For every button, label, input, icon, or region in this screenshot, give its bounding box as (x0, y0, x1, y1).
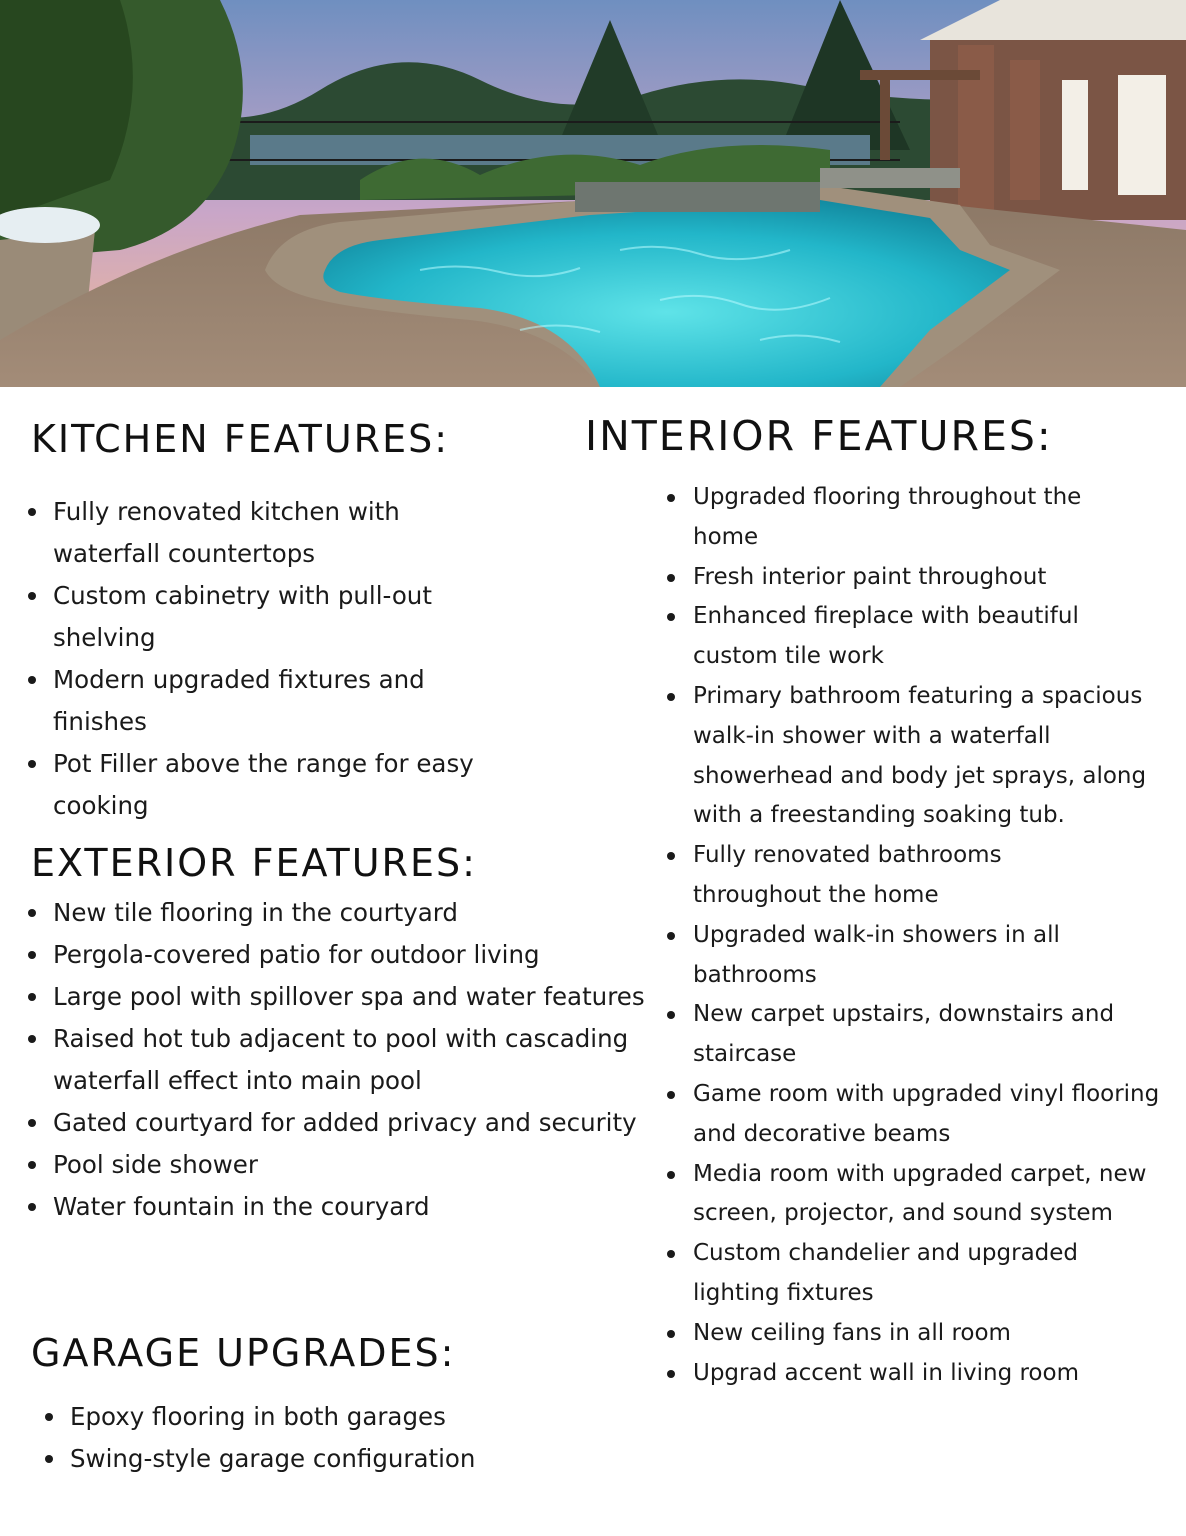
list-item: Media room with upgraded carpet, new screen, projector, and sound system (664, 1155, 1153, 1235)
list-item: Large pool with spillover spa and water features (25, 976, 653, 1018)
kitchen-features-heading: KITCHEN FEATURES: (31, 417, 450, 461)
list-item: Custom chandelier and upgraded lighting fixtures (664, 1234, 1113, 1314)
list-item: Gated courtyard for added privacy and security (25, 1102, 653, 1144)
exterior-features-list (25, 892, 665, 1228)
list-item: New ceiling fans in all room (664, 1314, 1164, 1354)
list-item: New tile flooring in the courtyard (25, 892, 665, 934)
list-item: Fully renovated bathrooms throughout the home (664, 836, 1113, 916)
kitchen-features-list (25, 491, 625, 827)
list-item: New carpet upstairs, downstairs and staircase (664, 995, 1183, 1075)
garage-upgrades-list (42, 1396, 642, 1480)
list-item: Water fountain in the couryard (25, 1186, 665, 1228)
list-item: Enhanced fireplace with beautiful custom tile work (664, 597, 1113, 677)
list-item: Pool side shower (25, 1144, 665, 1186)
list-item: Fully renovated kitchen with waterfall countertops (25, 491, 493, 575)
list-item: Pot Filler above the range for easy cooking (25, 743, 573, 827)
interior-features-list (664, 478, 1164, 1393)
interior-features-heading: INTERIOR FEATURES: (585, 412, 1053, 460)
list-item: Upgraded flooring throughout the home (664, 478, 1133, 558)
hero-pool-photo (0, 0, 1186, 387)
list-item: Game room with upgraded vinyl flooring and decorative beams (664, 1075, 1183, 1155)
exterior-features-heading: EXTERIOR FEATURES: (31, 841, 477, 885)
list-item: Upgrad accent wall in living room (664, 1354, 1123, 1394)
list-item: Epoxy flooring in both garages (42, 1396, 642, 1438)
list-item: Fresh interior paint throughout (664, 558, 1164, 598)
list-item: Pergola-covered patio for outdoor living (25, 934, 665, 976)
list-item: Primary bathroom featuring a spacious walk-in shower with a waterfall showerhead and body jet sprays, along with a freestanding soaking tub. (664, 677, 1164, 836)
list-item: Modern upgraded fixtures and finishes (25, 659, 523, 743)
list-item: Swing-style garage configuration (42, 1438, 642, 1480)
list-item: Upgraded walk-in showers in all bathrooms (664, 916, 1164, 996)
garage-upgrades-heading: GARAGE UPGRADES: (31, 1331, 456, 1375)
list-item: Raised hot tub adjacent to pool with cascading waterfall effect into main pool (25, 1018, 665, 1102)
list-item: Custom cabinetry with pull-out shelving (25, 575, 533, 659)
